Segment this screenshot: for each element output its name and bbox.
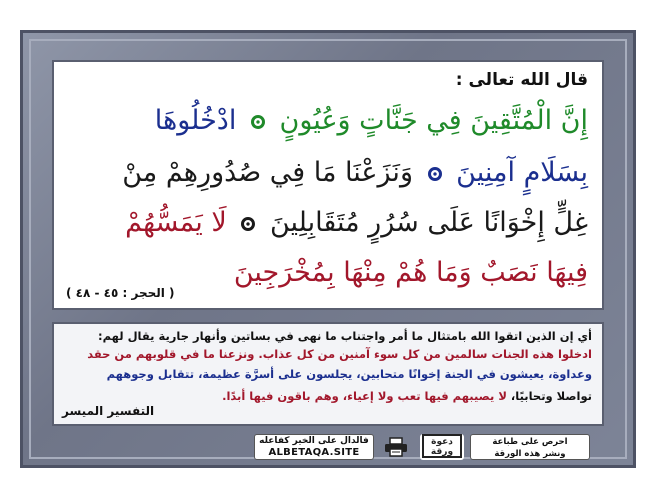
ayah-separator-icon xyxy=(428,167,442,181)
printer-icon xyxy=(384,437,408,457)
verse-text-red: لَا يَمَسُّهُمْ xyxy=(125,207,227,238)
tafsir-panel xyxy=(52,322,604,426)
logo-mark: دعوة ورقة xyxy=(422,434,462,458)
verse-reference: ( الحجر : ٤٥ - ٤٨ ) xyxy=(66,286,175,300)
printer-icon-box xyxy=(380,434,414,460)
tafsir-line-3 xyxy=(64,366,592,382)
logo xyxy=(420,434,464,460)
verse-panel xyxy=(52,60,604,310)
verse-line-4 xyxy=(68,256,588,290)
tafsir-line-1: أي إن الذين اتقوا الله بامتثال ما أمر واجتناب ما نهى في بساتين وأنهار جارية يقال لهم: xyxy=(98,329,592,343)
promo-line-1: احرص على طباعة xyxy=(492,437,568,447)
tafsir-line-4 xyxy=(64,388,592,404)
verse-text-red: فِيهَا نَصَبٌ وَمَا هُمْ مِنْهَا بِمُخْرَجِينَ xyxy=(233,257,588,288)
verse-text-dark: وَنَزَعْنَا مَا فِي صُدُورِهِمْ مِنْ xyxy=(122,157,413,188)
ayah-separator-icon xyxy=(251,115,265,129)
tafsir-text-dark: تواصلا وتحابيًا، xyxy=(510,389,592,403)
tafsir-line-2: ادخلوا هذه الجنات سالمين من كل سوء آمنين من كل عذاب. ونزعنا ما في قلوبهم من حقد xyxy=(87,347,592,361)
verse-text-dark: غِلٍّ إِخْوَانًا عَلَى سُرُرٍ مُتَقَابِلِينَ xyxy=(269,207,588,238)
print-promo-box xyxy=(470,434,590,460)
site-box xyxy=(254,434,374,460)
tafsir-text-blue: وعداوة، يعيشون في الجنة إخوانًا متحابين، يجلسون على أسرَّة عظيمة، تتقابل وجوههم xyxy=(106,367,592,381)
promo-line-2: ونشر هذه الورقة xyxy=(494,449,566,459)
footer-bar xyxy=(170,434,590,462)
verse-text-green: إِنَّ الْمُتَّقِينَ فِي جَنَّاتٍ وَعُيُونٍ xyxy=(279,105,588,136)
site-url[interactable]: ALBETAQA.SITE xyxy=(268,447,360,458)
verse-intro: قال الله تعالى : xyxy=(455,70,588,90)
tafsir-source: التفسير الميسر xyxy=(62,404,155,418)
verse-line-1 xyxy=(68,104,588,138)
ayah-separator-icon xyxy=(241,217,255,231)
verse-line-2 xyxy=(68,156,588,190)
verse-text-blue: بِسَلَامٍ آمِنِينَ xyxy=(456,157,588,188)
tafsir-text-red: لا يصيبهم فيها تعب ولا إعياء، وهم باقون فيها أبدًا. xyxy=(222,389,507,403)
site-caption: فالدال على الخير كفاعله xyxy=(259,436,369,446)
verse-line-3 xyxy=(68,206,588,240)
verse-text-blue: ادْخُلُوهَا xyxy=(154,105,237,136)
